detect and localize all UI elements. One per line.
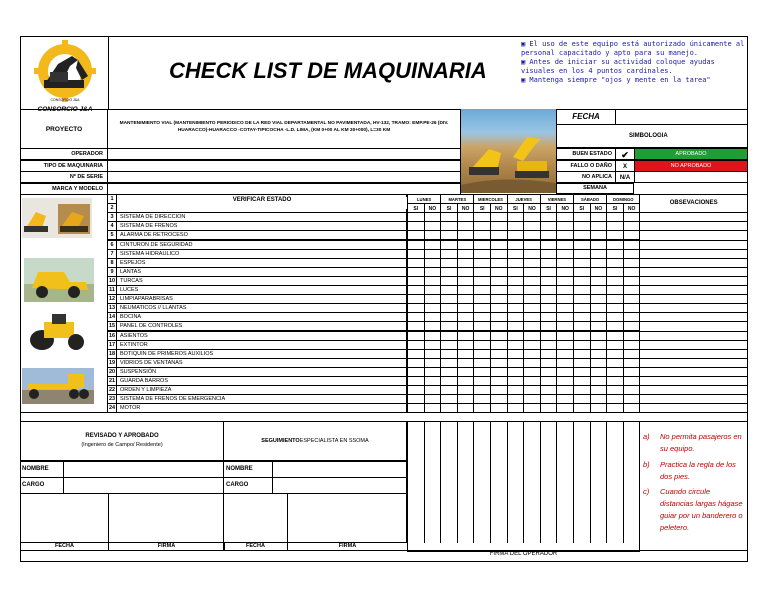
check-cell[interactable] [507,403,525,413]
simbologia-label: NO APLICA [556,171,616,183]
firma-footer-label: FIRMA [108,542,225,551]
item-label: ORDEN Y LIMPIEZA [116,385,407,395]
info-label: TIPO DE MAQUINARIA [20,160,108,172]
item-label: VIDRIOS DE VENTANAS [116,358,407,368]
item-label: LIMPIAPARABRISAS [116,294,407,304]
day-no-header: NO [623,203,641,213]
day-header: VIERNES [540,194,574,204]
observaciones-line [639,331,748,332]
check-cell[interactable] [407,403,425,413]
footer-grid-line [440,421,441,543]
project-label-cell [20,109,108,149]
warning-text: Practica la regla de los dos pies. [660,460,736,481]
observaciones-line [639,376,748,377]
item-label: BOTIQUIN DE PRIMEROS AUXILIOS [116,349,407,359]
footer-grid-line [573,421,574,543]
info-label: MARCA Y MODELO [20,183,108,195]
warning-letter: c) [643,487,650,496]
day-no-header: NO [556,203,574,213]
observaciones-line [639,212,748,213]
footer-grid-line [457,421,458,543]
safety-note: ▣ El uso de este equipo está autorizado únicamente al personal capacitado y apto para su manejo. [521,40,745,57]
check-cell[interactable] [573,403,591,413]
simbologia-symbol: X [615,160,635,172]
observaciones-line [639,385,748,386]
item-number: 18 [107,349,117,359]
cargo-label: CARGO [20,477,64,494]
observaciones-line [639,403,748,404]
item-number: 8 [107,258,117,268]
observaciones-line [639,249,748,250]
check-cell[interactable] [440,403,458,413]
item-label: BOCINA [116,312,407,322]
simbologia-status [634,171,748,183]
item-label: SUSPENSIÓN [116,367,407,377]
simbologia-cell [556,124,748,148]
semana-label: SEMANA [583,185,607,191]
item-label: SISTEMA HIDRAULICO [116,249,407,259]
day-header: MARTES [440,194,474,204]
observaciones-line [639,367,748,368]
day-si-header: SI [440,203,458,213]
observaciones-line [639,321,748,322]
observaciones-line [639,240,748,241]
item-label: SISTEMA DE FRENOS [116,221,407,231]
machinery-photo-roller [26,312,92,352]
verify-header: VERIFICAR ESTADO [117,197,407,209]
simbologia-status: APROBADO [634,148,748,160]
safety-notes [521,40,746,85]
day-si-header: SI [507,203,525,213]
observaciones-line [639,294,748,295]
project-value: MANTENIMIENTO VIAL (MANTENIMIENTO PERIODICO DE LA RED VIAL DEPARTAMENTAL NO PAVIMENTADA, HV-132, TRAMO: EMP.PE-26 (DIV. HUARACCO)-HUARACCO -COTAY-TIPICOCHA -L.D. LIMA, (KM 0+00 AL KM 30+000), L=30 KM [119,121,449,133]
item-label: LUCES [116,285,407,295]
cargo-label-2: CARGO [223,477,273,494]
item-number: 2 [107,203,117,213]
title-cell [108,36,518,109]
simbologia-symbol: N/A [615,171,635,183]
observaciones-line [639,230,748,231]
check-cell[interactable] [606,403,624,413]
observaciones-header: OBSEVACIONES [669,200,718,206]
info-input[interactable] [107,148,461,160]
safety-note: ▣ Antes de iniciar su actividad coloque ayudas visuales en los 4 puntos cardinales. [521,58,715,75]
observaciones-line [639,349,748,350]
day-no-header: NO [590,203,608,213]
day-header: JUEVES [507,194,541,204]
day-si-header: SI [573,203,591,213]
machinery-photo [461,109,556,193]
item-number: 3 [107,212,117,222]
footer-grid-line [490,421,491,543]
nombre-label-2: NOMBRE [223,461,273,478]
observaciones-line [639,340,748,341]
observaciones-line [639,394,748,395]
seguimiento-box [223,421,407,461]
item-label: GUARDA BARROS [116,376,407,386]
info-label: OPERADOR [20,148,108,160]
simbologia-status: NO APROBADO [634,160,748,172]
info-label: Nº DE SERIE [20,171,108,183]
check-cell[interactable] [540,403,558,413]
observaciones-line [639,358,748,359]
day-si-header: SI [606,203,624,213]
warning-letter: b) [643,460,650,469]
day-si-header: SI [407,203,425,213]
item-number: 19 [107,358,117,368]
item-label: ASIENTOS [116,331,407,341]
item-label: TURCAS [116,276,407,286]
item-number: 23 [107,394,117,404]
safety-note: ▣ Mantenga siempre "ojos y mente en la tarea" [521,76,711,84]
item-number: 12 [107,294,117,304]
item-number: 4 [107,221,117,231]
observaciones-line [639,285,748,286]
item-number: 24 [107,403,117,413]
semana-cell [556,183,634,194]
item-number: 7 [107,249,117,259]
item-number: 17 [107,340,117,350]
simbologia-label: BUEN ESTADO [556,148,616,160]
fecha-label: FECHA [572,112,600,121]
page-title: CHECK LIST DE MAQUINARIA [169,58,487,83]
project-value-cell [107,109,461,149]
fecha-footer-label: FECHA [20,542,109,551]
item-number: 15 [107,321,117,331]
day-header: LUNES [407,194,441,204]
seguimiento-label: SEGUIMIENTO [261,438,300,444]
item-number: 6 [107,240,117,250]
revisado-signature-area[interactable] [20,493,224,543]
warning-text: Cuando circule distancias largas hágase guiar por un banderero o peletero. [660,487,743,532]
footer-grid-line [473,421,474,543]
project-label: PROYECTO [45,126,83,133]
day-header: SÁBADO [573,194,607,204]
item-label: PANEL DE CONTROLES [116,321,407,331]
footer-grid-line [606,421,607,543]
firma-operador-label: FIRMA DEL OPERADOR [489,551,558,557]
footer-grid-line [590,421,591,543]
revisado-box [20,421,224,461]
simbologia-label: FALLO O DAÑO [556,160,616,172]
item-number: 13 [107,303,117,313]
revisado-title: REVISADO Y APROBADO [85,433,159,439]
seguimiento-role: ESPECIALISTA EN SSOMA [299,438,369,444]
fecha-footer-label: FECHA [223,542,288,551]
machinery-photo-excavator [22,198,92,238]
warning-letter: a) [643,432,650,441]
check-cell[interactable] [490,403,508,413]
item-number: 21 [107,376,117,386]
footer-grid-line [507,421,508,543]
cargo-input-2[interactable] [272,477,407,494]
check-cell[interactable] [623,403,641,413]
day-no-header: NO [490,203,508,213]
check-cell[interactable] [523,403,541,413]
item-label: SISTEMA DE DIRECCION [116,212,407,222]
day-si-header: SI [540,203,558,213]
nombre-label: NOMBRE [20,461,64,478]
info-input[interactable] [107,171,461,183]
item-number: 20 [107,367,117,377]
check-cell[interactable] [590,403,608,413]
observaciones-line [639,258,748,259]
day-no-header: NO [523,203,541,213]
seguimiento-signature-area[interactable] [223,493,407,543]
item-number: 10 [107,276,117,286]
observaciones-line [639,312,748,313]
item-number: 11 [107,285,117,295]
fecha-input[interactable] [615,109,748,125]
simbologia-title: SIMBOLOGIA [629,133,668,139]
check-cell[interactable] [424,403,442,413]
firma-footer-label: FIRMA [287,542,408,551]
day-header: MIERCOLES [473,194,507,204]
item-number: 1 [107,194,117,204]
observaciones-line [639,267,748,268]
observaciones-line [639,276,748,277]
nombre-input-2[interactable] [272,461,407,478]
day-no-header: NO [424,203,442,213]
observaciones-line [639,221,748,222]
item-label: MOTOR [116,403,407,413]
machinery-photo-loader [24,258,94,302]
cargo-input[interactable] [63,477,224,494]
machinery-photo-grader [22,368,94,404]
item-number: 16 [107,331,117,341]
footer-grid-line [556,421,557,543]
check-cell[interactable] [556,403,574,413]
item-number: 9 [107,267,117,277]
day-si-header: SI [473,203,491,213]
item-label: NEUMATICOS // LLANTAS [116,303,407,313]
nombre-input[interactable] [63,461,224,478]
item-number: 5 [107,230,117,240]
logo-caption: CONSORCIO J&A [50,98,80,102]
item-label: ESPEJOS [116,258,407,268]
footer-grid-line [540,421,541,543]
item-label: CINTURON DE SEGURIDAD [116,240,407,250]
check-cell[interactable] [457,403,475,413]
warning-text: No permita pasajeros en su equipo. [660,432,742,453]
item-label: SISTEMA DE FRENOS DE EMERGENCIA [116,394,407,404]
info-input[interactable] [107,160,461,172]
item-label: ALARMA DE RETROCESO [116,230,407,240]
day-header: DOMINGO [606,194,640,204]
info-input[interactable] [107,183,461,195]
check-cell[interactable] [473,403,491,413]
item-label: LANTAS [116,267,407,277]
item-number: 14 [107,312,117,322]
footer-grid-line [523,421,524,543]
footer-grid-line [623,421,624,543]
day-no-header: NO [457,203,475,213]
item-number: 22 [107,385,117,395]
footer-grid-line [424,421,425,543]
fecha-label-cell [556,109,616,125]
observaciones-line [639,303,748,304]
revisado-subtitle: (Ingeniero de Campo/ Residente) [81,442,163,448]
simbologia-symbol: ✔ [615,148,635,160]
item-label: EXTINTOR [116,340,407,350]
